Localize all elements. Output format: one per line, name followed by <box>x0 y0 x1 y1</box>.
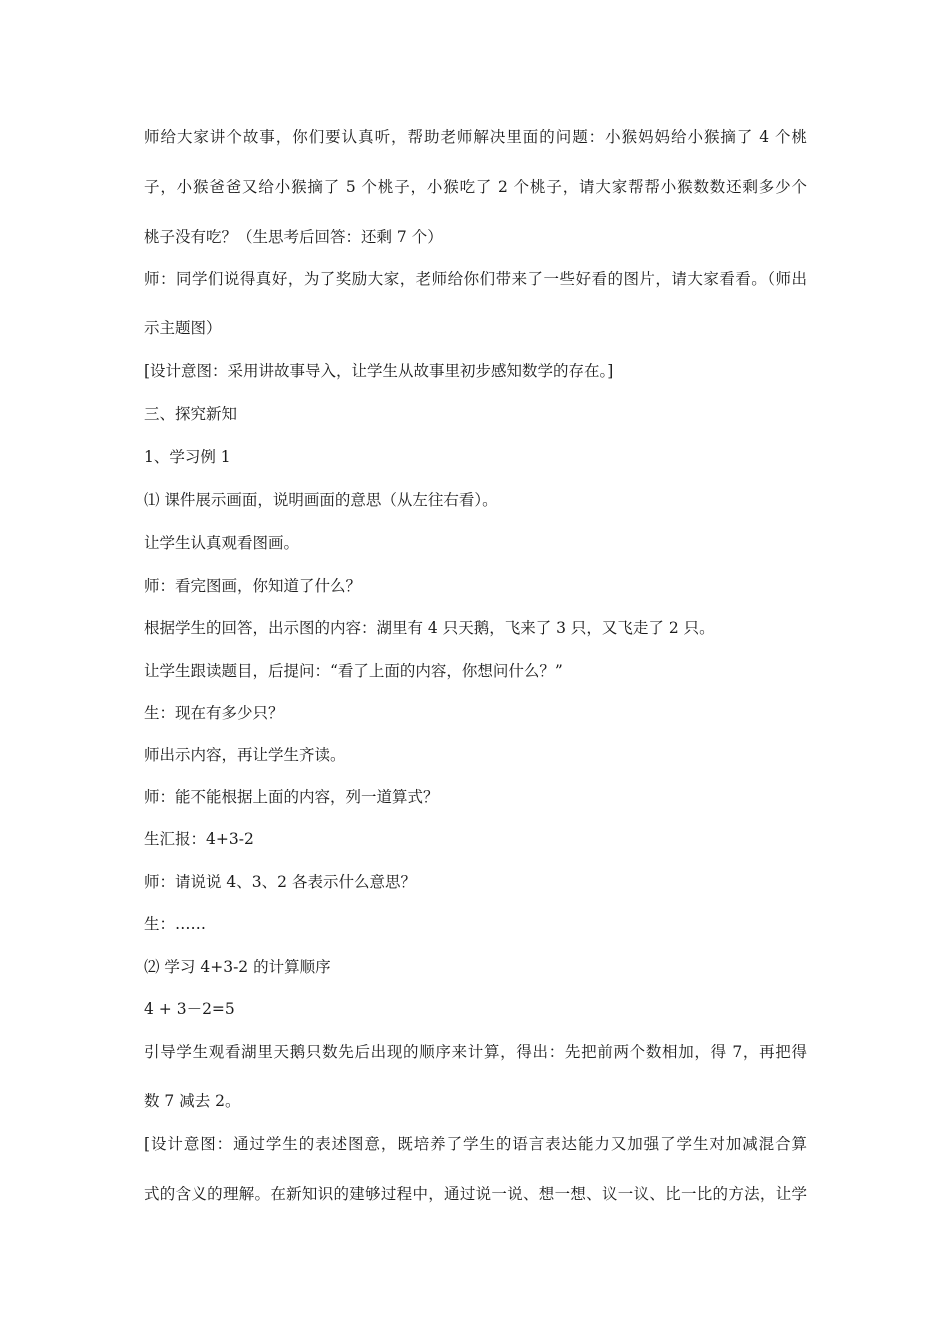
text-line: 引导学生观看湖里天鹅只数先后出现的顺序来计算，得出：先把前两个数相加，得 7，再把得 <box>144 1043 807 1061</box>
text-line: 让学生跟读题目，后提问：“看了上面的内容，你想问什么？” <box>144 662 563 680</box>
text-line: 生：…… <box>144 915 207 933</box>
design-intent-note: [设计意图：通过学生的表述图意，既培养了学生的语言表达能力又加强了学生对加减混合算 <box>144 1135 807 1153</box>
text-line: 师出示内容，再让学生齐读。 <box>144 746 346 764</box>
subsection-heading: 1、学习例 1 <box>144 448 231 466</box>
text-line: 师：能不能根据上面的内容，列一道算式？ <box>144 788 439 806</box>
section-heading: 三、探究新知 <box>144 405 238 423</box>
text-line: 师：请说说 4、3、2 各表示什么意思？ <box>144 873 416 891</box>
text-line: 生汇报：4+3-2 <box>144 830 254 848</box>
text-line: ⑵ 学习 4+3-2 的计算顺序 <box>144 958 331 976</box>
design-intent-note: [设计意图：采用讲故事导入，让学生从故事里初步感知数学的存在。] <box>144 362 614 380</box>
text-line: 式的含义的理解。在新知识的建够过程中，通过说一说、想一想、议一议、比一比的方法，让学 <box>144 1185 807 1203</box>
text-line: 师给大家讲个故事，你们要认真听，帮助老师解决里面的问题：小猴妈妈给小猴摘了 4 个桃 <box>144 128 807 146</box>
text-line: 师：同学们说得真好，为了奖励大家，老师给你们带来了一些好看的图片，请大家看看。（师出 <box>144 270 807 288</box>
text-line: 师：看完图画，你知道了什么？ <box>144 577 362 595</box>
text-line: 根据学生的回答，出示图的内容：湖里有 4 只天鹅，飞来了 3 只，又飞走了 2 只。 <box>144 619 715 637</box>
text-line: 桃子没有吃？（生思考后回答：还剩 7 个） <box>144 228 443 246</box>
text-line: 数 7 减去 2。 <box>144 1092 241 1110</box>
text-line: 示主题图） <box>144 319 222 337</box>
text-line: 子，小猴爸爸又给小猴摘了 5 个桃子，小猴吃了 2 个桃子，请大家帮帮小猴数数还剩多少个 <box>144 178 807 196</box>
text-line: 让学生认真观看图画。 <box>144 534 300 552</box>
text-line: 生：现在有多少只？ <box>144 704 284 722</box>
equation-line: 4 + 3－2=5 <box>144 1000 235 1018</box>
text-line: ⑴ 课件展示画面，说明画面的意思（从左往右看）。 <box>144 491 498 509</box>
